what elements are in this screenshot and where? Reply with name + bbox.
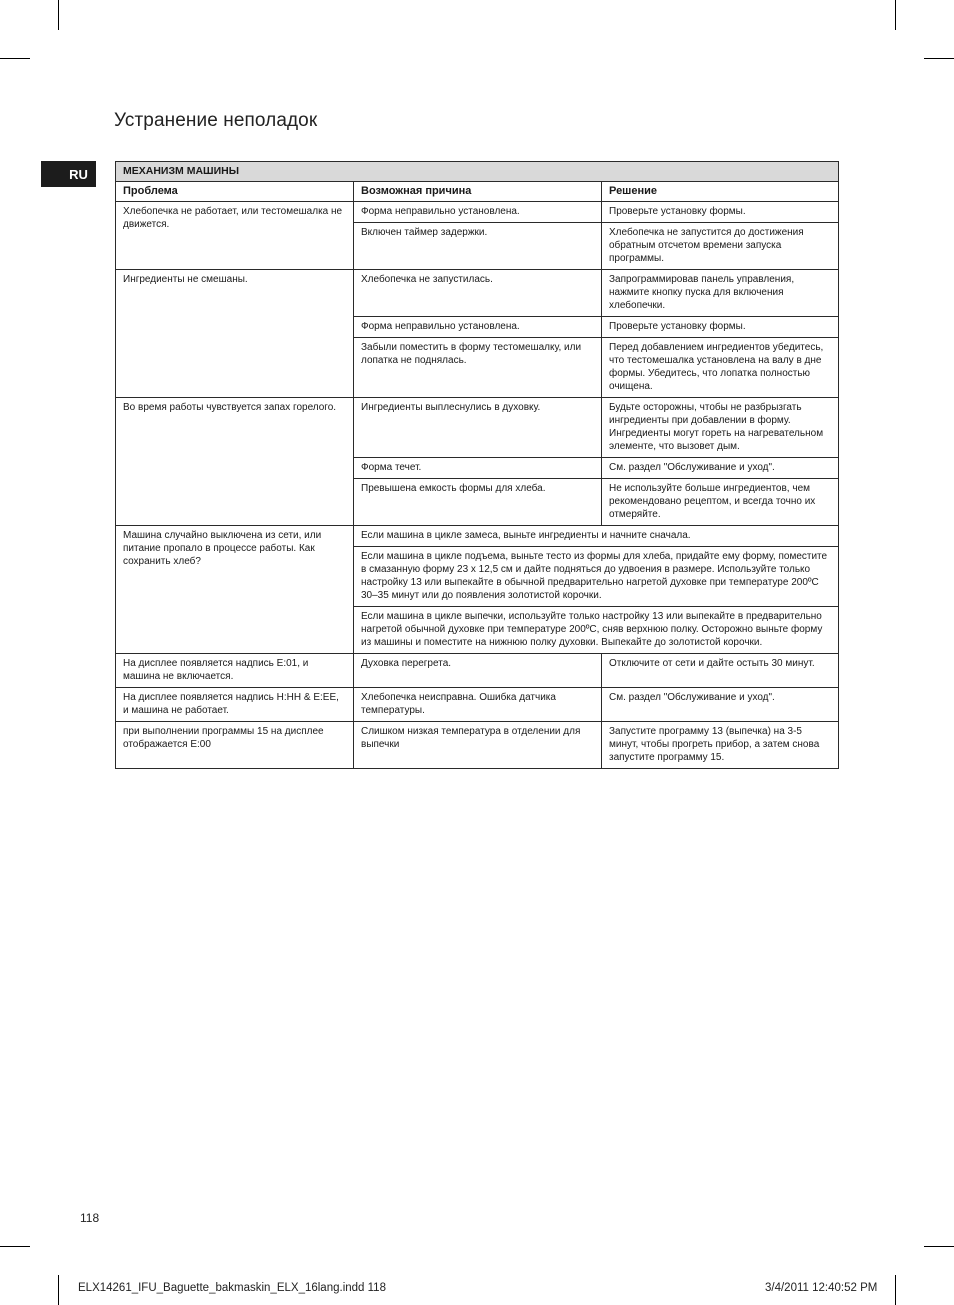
crop-mark xyxy=(924,58,954,59)
cause-cell: Забыли поместить в форму тестомешалку, или лопатка не поднялась. xyxy=(354,338,602,398)
problem-cell: На дисплее появляется надпись H:HH & E:EE, и машина не работает. xyxy=(116,688,354,722)
cause-cell: Слишком низкая температура в отделении для выпечки xyxy=(354,722,602,769)
table-row xyxy=(116,722,839,769)
crop-mark xyxy=(58,0,59,30)
solution-cell: Проверьте установку формы. xyxy=(602,317,839,338)
solution-cell: Перед добавлением ингредиентов убедитесь, что тестомешалка установлена на валу в дне формы. Убедитесь, что лопатка полностью очищена. xyxy=(602,338,839,398)
cause-cell: Форма неправильно установлена. xyxy=(354,202,602,223)
merged-solution-cell: Если машина в цикле выпечки, используйте только настройку 13 или выпекайте в предварительно нагретой обычной духовке при температуре 200ºC, сняв верхнюю полку. Осторожно выньте форму из машины и поместите на нижнюю полку духовки. Выпекайте до золотистой корочки. xyxy=(354,607,839,654)
problem-cell: при выполнении программы 15 на дисплее отображается E:00 xyxy=(116,722,354,769)
solution-cell: Отключите от сети и дайте остыть 30 минут. xyxy=(602,654,839,688)
column-header-row xyxy=(116,182,839,202)
solution-cell: Не используйте больше ингредиентов, чем рекомендовано рецептом, и всегда точно их отмеряйте. xyxy=(602,479,839,526)
footer-file-name: ELX14261_IFU_Baguette_bakmaskin_ELX_16lang.indd 118 xyxy=(78,1282,386,1294)
cause-cell: Форма неправильно установлена. xyxy=(354,317,602,338)
troubleshooting-table-body xyxy=(116,162,839,769)
page-title: Устранение неполадок xyxy=(114,110,318,131)
table-row xyxy=(116,688,839,722)
footer-date: 3/4/2011 12:40:52 PM xyxy=(765,1282,878,1294)
table-row xyxy=(116,270,839,317)
solution-cell: Запрограммировав панель управления, нажмите кнопку пуска для включения хлебопечки. xyxy=(602,270,839,317)
language-badge: RU xyxy=(41,161,96,187)
problem-cell: На дисплее появляется надпись E:01, и машина не включается. xyxy=(116,654,354,688)
solution-cell: См. раздел "Обслуживание и уход". xyxy=(602,458,839,479)
table-row xyxy=(116,202,839,223)
solution-cell: Будьте осторожны, чтобы не разбрызгать ингредиенты при добавлении в форму. Ингредиенты могут гореть на нагревательном элементе, что вызовет дым. xyxy=(602,398,839,458)
cause-cell: Включен таймер задержки. xyxy=(354,223,602,270)
section-title: МЕХАНИЗМ МАШИНЫ xyxy=(116,162,839,182)
problem-cell: Во время работы чувствуется запах горелого. xyxy=(116,398,354,526)
page-number: 118 xyxy=(80,1211,100,1225)
section-header-row xyxy=(116,162,839,182)
problem-cell: Машина случайно выключена из сети, или питание пропало в процессе работы. Как сохранить хлеб? xyxy=(116,526,354,654)
table-row xyxy=(116,526,839,547)
crop-mark xyxy=(924,1246,954,1247)
troubleshooting-table xyxy=(115,161,839,769)
column-header-solution: Решение xyxy=(602,182,839,202)
cause-cell: Форма течет. xyxy=(354,458,602,479)
problem-cell: Ингредиенты не смешаны. xyxy=(116,270,354,398)
crop-mark xyxy=(0,58,30,59)
solution-cell: Запустите программу 13 (выпечка) на 3-5 минут, чтобы прогреть прибор, а затем снова запустите программу 15. xyxy=(602,722,839,769)
column-header-cause: Возможная причина xyxy=(354,182,602,202)
cause-cell: Хлебопечка не запустилась. xyxy=(354,270,602,317)
crop-mark xyxy=(58,1275,59,1305)
table-row xyxy=(116,398,839,458)
crop-mark xyxy=(0,1246,30,1247)
solution-cell: См. раздел "Обслуживание и уход". xyxy=(602,688,839,722)
column-header-problem: Проблема xyxy=(116,182,354,202)
table-row xyxy=(116,654,839,688)
merged-solution-cell: Если машина в цикле замеса, выньте ингредиенты и начните сначала. xyxy=(354,526,839,547)
cause-cell: Ингредиенты выплеснулись в духовку. xyxy=(354,398,602,458)
crop-mark xyxy=(895,1275,896,1305)
solution-cell: Хлебопечка не запустится до достижения обратным отсчетом времени запуска программы. xyxy=(602,223,839,270)
problem-cell: Хлебопечка не работает, или тестомешалка не движется. xyxy=(116,202,354,270)
cause-cell: Превышена емкость формы для хлеба. xyxy=(354,479,602,526)
crop-mark xyxy=(895,0,896,30)
cause-cell: Хлебопечка неисправна. Ошибка датчика температуры. xyxy=(354,688,602,722)
solution-cell: Проверьте установку формы. xyxy=(602,202,839,223)
merged-solution-cell: Если машина в цикле подъема, выньте тесто из формы для хлеба, придайте ему форму, поместите в смазанную форму 23 x 12,5 см и дайте подняться до удвоения в размере. Используйте только настройку 13 или выпекайте в обычной предварительно нагретой духовке при температуре 200ºC 30–35 минут или до появления золотистой корочки. xyxy=(354,547,839,607)
cause-cell: Духовка перегрета. xyxy=(354,654,602,688)
